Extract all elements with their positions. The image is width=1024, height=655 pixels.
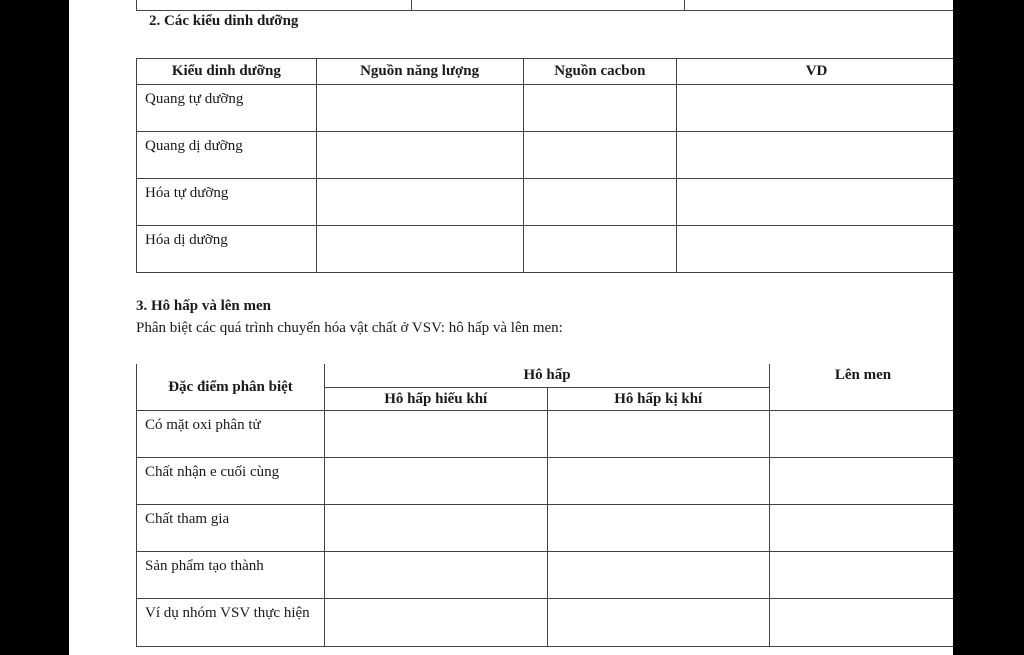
answer-cell[interactable] [316, 85, 523, 132]
header-aerobic: Hô hấp hiếu khí [325, 388, 548, 411]
section-3-description: Phân biệt các quá trình chuyển hóa vật chất ở VSV: hô hấp và lên men: [136, 320, 563, 336]
answer-cell[interactable] [325, 411, 548, 458]
table-row [137, 132, 954, 179]
answer-cell[interactable] [770, 599, 954, 647]
row-label: Quang tự dưỡng [145, 91, 244, 107]
respiration-fermentation-table [136, 364, 953, 647]
table-row [137, 226, 954, 273]
header-fermentation: Lên men [770, 364, 954, 411]
header-feature: Đặc điểm phân biệt [137, 364, 325, 411]
nutrition-types-table [136, 58, 953, 273]
answer-cell[interactable] [547, 411, 770, 458]
row-label: Chất nhận e cuối cùng [145, 464, 280, 480]
table-row [137, 599, 954, 647]
answer-cell[interactable] [547, 552, 770, 599]
answer-cell[interactable] [547, 458, 770, 505]
table-row [137, 505, 954, 552]
answer-cell[interactable] [325, 552, 548, 599]
answer-cell[interactable] [523, 179, 677, 226]
row-label: Hóa tự dưỡng [145, 185, 229, 201]
answer-cell[interactable] [316, 179, 523, 226]
header-nutrition-type: Kiểu dinh dưỡng [137, 59, 317, 85]
answer-cell[interactable] [325, 599, 548, 647]
answer-cell[interactable] [677, 179, 953, 226]
answer-cell[interactable] [523, 132, 677, 179]
answer-cell[interactable] [547, 599, 770, 647]
row-label: Sản phẩm tạo thành [145, 558, 264, 574]
row-label: Chất tham gia [145, 511, 230, 527]
table-row [137, 458, 954, 505]
row-label: Quang dị dưỡng [145, 138, 243, 154]
answer-cell[interactable] [770, 411, 954, 458]
answer-cell[interactable] [677, 132, 953, 179]
answer-cell[interactable] [523, 85, 677, 132]
header-carbon-source: Nguồn cacbon [523, 59, 677, 85]
answer-cell[interactable] [770, 552, 954, 599]
answer-cell[interactable] [325, 458, 548, 505]
answer-cell[interactable] [677, 85, 953, 132]
table-header-row [137, 59, 954, 85]
answer-cell[interactable] [325, 505, 548, 552]
header-respiration: Hô hấp [325, 364, 770, 388]
header-anaerobic: Hô hấp kị khí [547, 388, 770, 411]
table-row [137, 411, 954, 458]
answer-cell[interactable] [316, 226, 523, 273]
answer-cell[interactable] [677, 226, 953, 273]
row-label: Ví dụ nhóm VSV thực hiện [145, 605, 310, 621]
answer-cell[interactable] [523, 226, 677, 273]
previous-table-fragment [136, 0, 953, 11]
row-label: Hóa dị dưỡng [145, 232, 228, 248]
answer-cell[interactable] [770, 458, 954, 505]
row-label: Có mặt oxi phân tử [145, 417, 261, 433]
header-energy-source: Nguồn năng lượng [316, 59, 523, 85]
answer-cell[interactable] [316, 132, 523, 179]
table-row [137, 552, 954, 599]
section-3-title: 3. Hô hấp và lên men [136, 298, 272, 314]
table-header-row [137, 364, 954, 388]
answer-cell[interactable] [547, 505, 770, 552]
document-page [69, 0, 953, 655]
table-row [137, 179, 954, 226]
section-2-title: 2. Các kiểu dinh dưỡng [149, 13, 299, 29]
table-row [137, 85, 954, 132]
header-example: VD [677, 59, 953, 85]
answer-cell[interactable] [770, 505, 954, 552]
